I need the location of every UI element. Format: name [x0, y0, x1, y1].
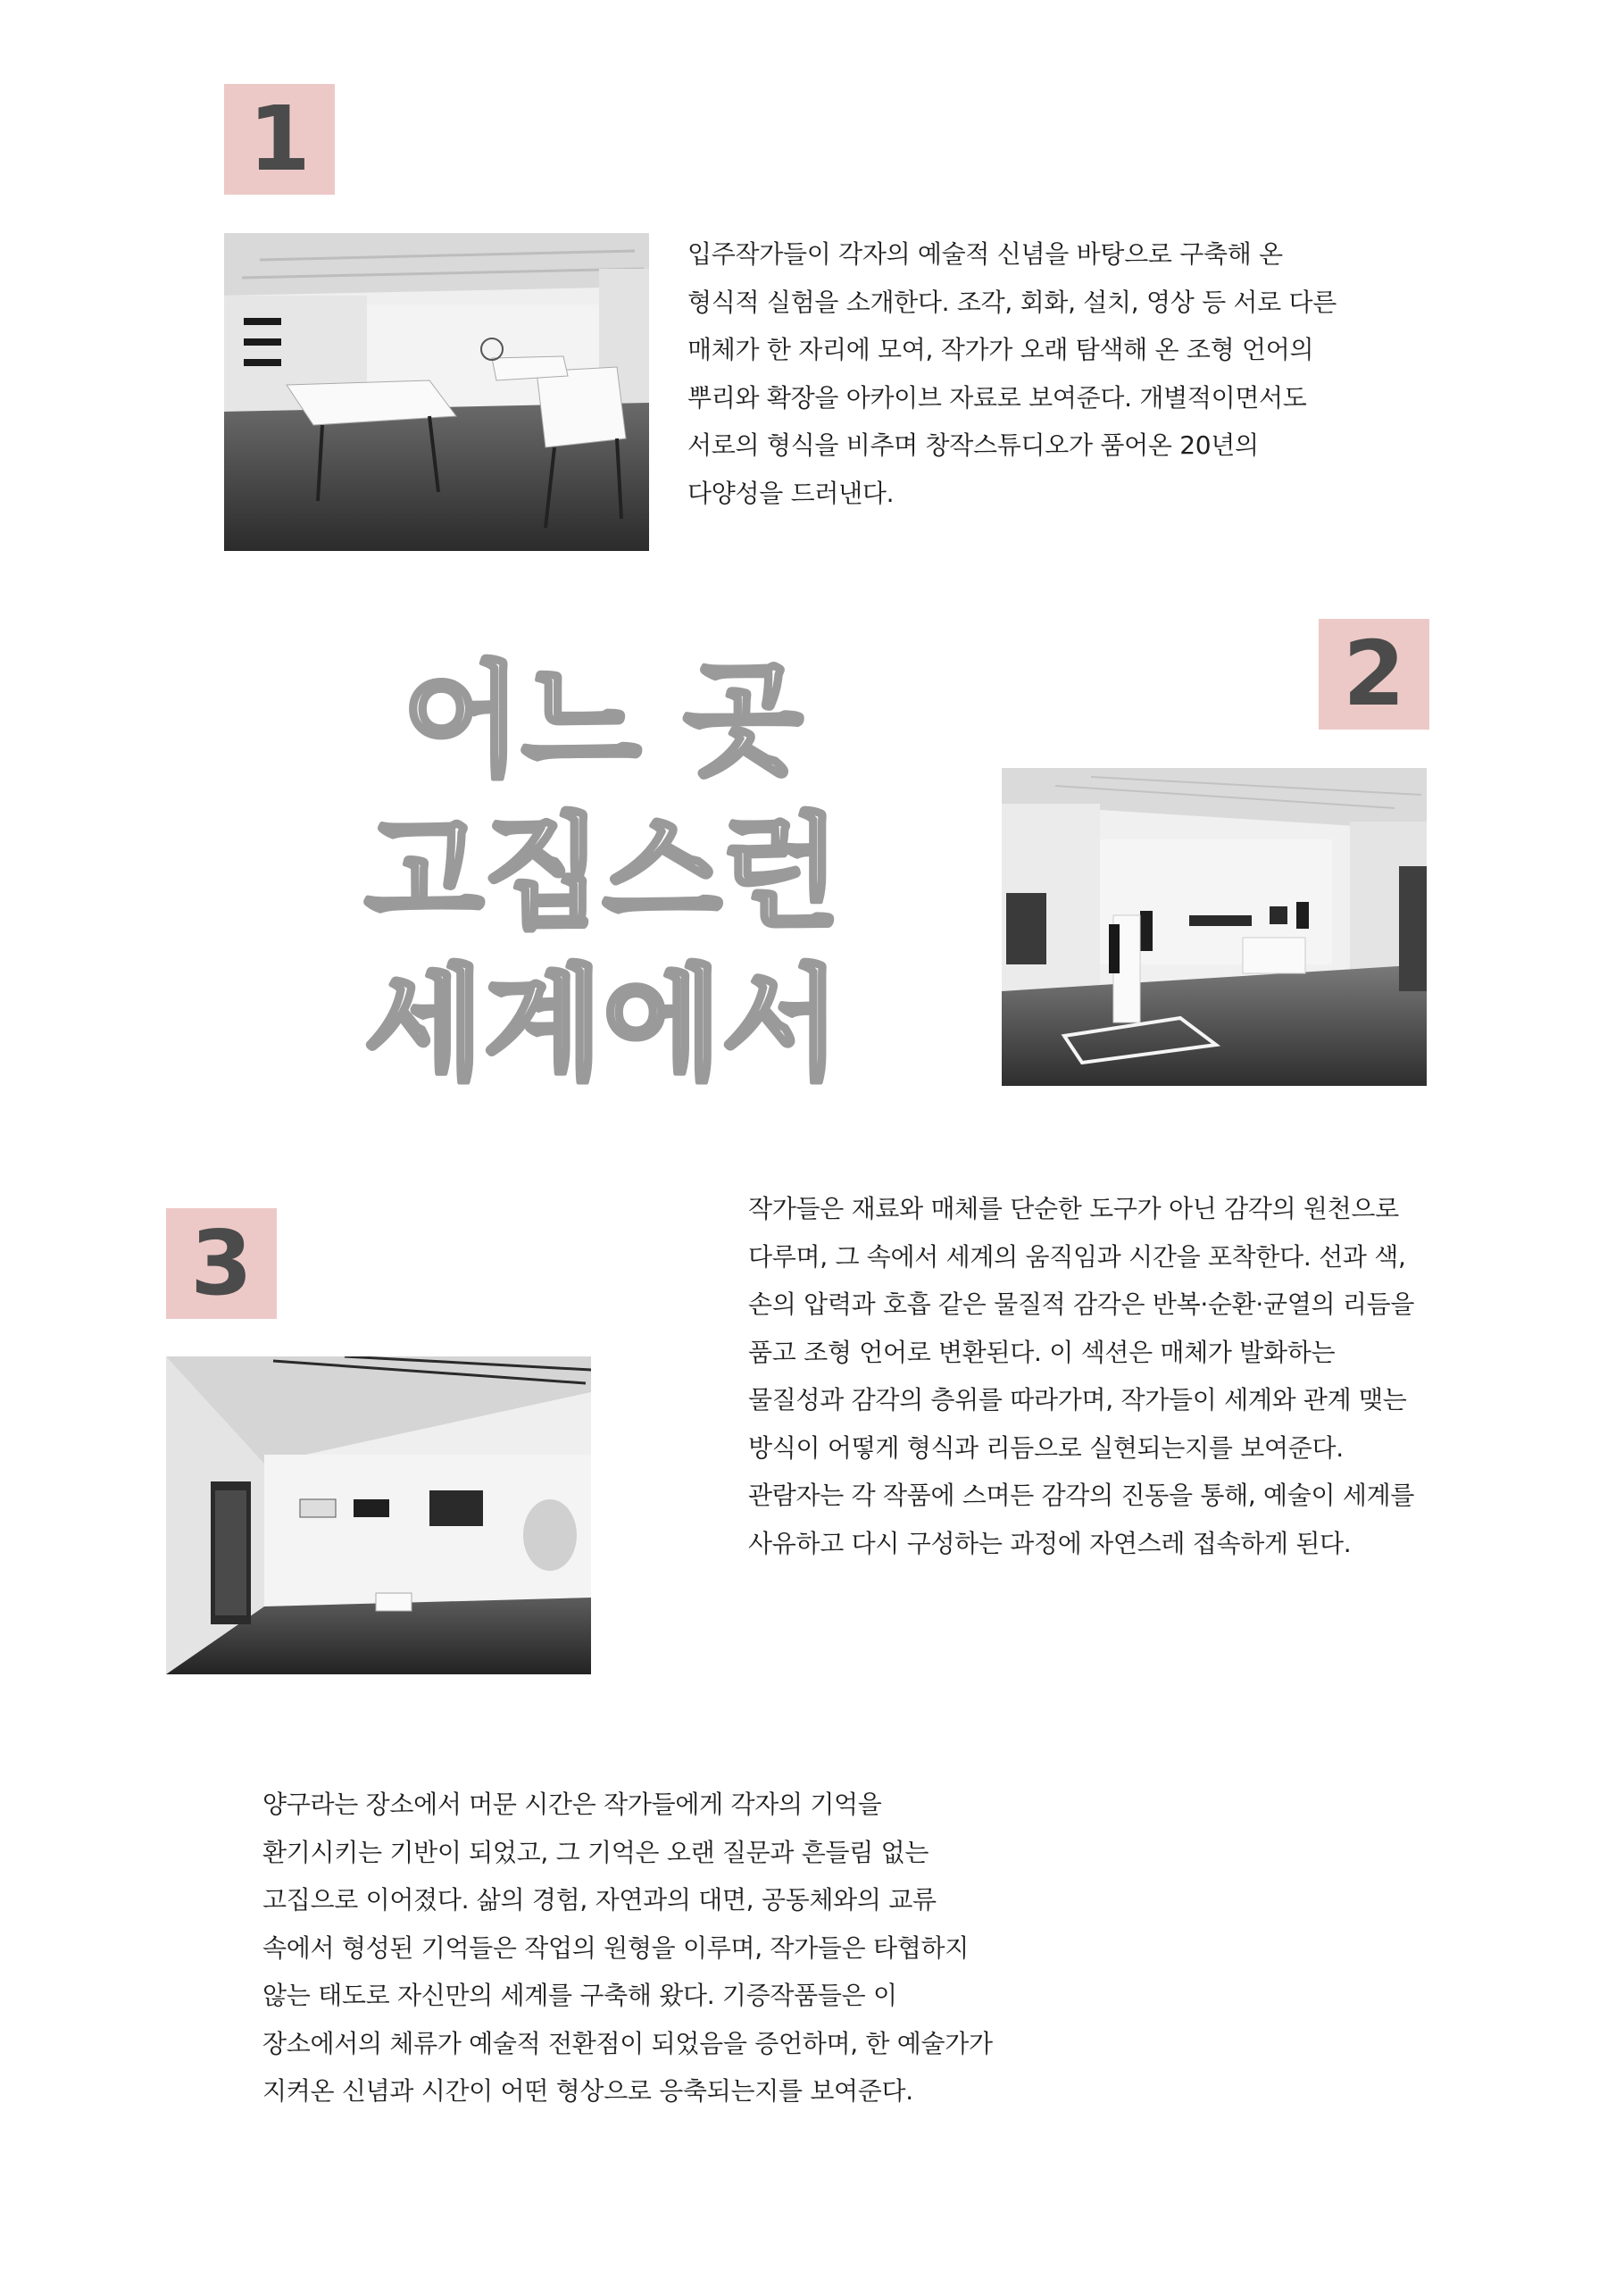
section-1-number-badge [224, 84, 335, 195]
section-1-line: 서로의 형식을 비추며 창작스튜디오가 품어온 20년의 [687, 430, 1259, 460]
closing-line: 지켜온 신념과 시간이 어떤 형상으로 응축되는지를 보여준다. [262, 2076, 913, 2106]
closing-line: 양구라는 장소에서 머문 시간은 작가들에게 각자의 기억을 [262, 1790, 882, 1819]
section-2-number: 2 [1343, 622, 1405, 726]
exhibition-photo-3 [166, 1356, 591, 1674]
section-1-line: 뿌리와 확장을 아카이브 자료로 보여준다. 개별적이면서도 [687, 382, 1307, 413]
section-3-line: 작가들은 재료와 매체를 단순한 도구가 아닌 감각의 원천으로 [748, 1194, 1399, 1223]
section-3-description [748, 1185, 1414, 1567]
section-1-line: 다양성을 드러낸다. [687, 478, 895, 508]
closing-line: 장소에서의 체류가 예술적 전환점이 되었음을 증언하며, 한 예술가가 [262, 2028, 993, 2058]
closing-paragraph [262, 1781, 993, 2115]
title-line-2: 고집스런 [364, 801, 841, 945]
closing-line: 고집으로 이어졌다. 삶의 경험, 자연과의 대면, 공동체와의 교류 [262, 1885, 937, 1915]
section-2-number-badge [1319, 619, 1429, 730]
section-3-line: 방식이 어떻게 형식과 리듬으로 실현되는지를 보여준다. [748, 1432, 1344, 1463]
section-3-line: 사유하고 다시 구성하는 과정에 자연스레 접속하게 된다. [748, 1528, 1352, 1558]
section-3-line: 다루며, 그 속에서 세계의 움직임과 시간을 포착한다. 선과 색, [748, 1241, 1406, 1272]
closing-line: 환기시키는 기반이 되었고, 그 기억은 오랜 질문과 흔들림 없는 [262, 1837, 929, 1867]
title-line-3: 세계에서 [364, 953, 841, 1097]
exhibition-title-art [353, 643, 853, 1107]
section-3-line: 품고 조형 언어로 변환된다. 이 섹션은 매체가 발화하는 [748, 1337, 1336, 1367]
section-1-number: 1 [248, 87, 311, 191]
closing-line: 않는 태도로 자신만의 세계를 구축해 왔다. 기증작품들은 이 [262, 1981, 897, 2010]
section-1-description [687, 230, 1337, 517]
section-1-line: 입주작가들이 각자의 예술적 신념을 바탕으로 구축해 온 [687, 239, 1283, 269]
closing-line: 속에서 형성된 기억들은 작업의 원형을 이루며, 작가들은 타협하지 [262, 1932, 970, 1963]
title-line-1: 어느 곳 [403, 649, 803, 793]
section-3-line: 손의 압력과 호흡 같은 물질적 감각은 반복·순환·균열의 리듬을 [748, 1289, 1415, 1319]
section-3-line: 물질성과 감각의 층위를 따라가며, 작가들이 세계와 관계 맺는 [748, 1385, 1407, 1414]
section-1-line: 매체가 한 자리에 모여, 작가가 오래 탐색해 온 조형 언어의 [687, 335, 1314, 364]
section-1-line: 형식적 실험을 소개한다. 조각, 회화, 설치, 영상 등 서로 다른 [687, 287, 1337, 317]
section-3-number-badge [166, 1208, 277, 1319]
exhibition-photo-1 [224, 233, 649, 551]
exhibition-photo-2 [1002, 768, 1427, 1086]
section-3-line: 관람자는 각 작품에 스며든 감각의 진동을 통해, 예술이 세계를 [748, 1481, 1415, 1510]
section-3-number: 3 [190, 1211, 253, 1315]
